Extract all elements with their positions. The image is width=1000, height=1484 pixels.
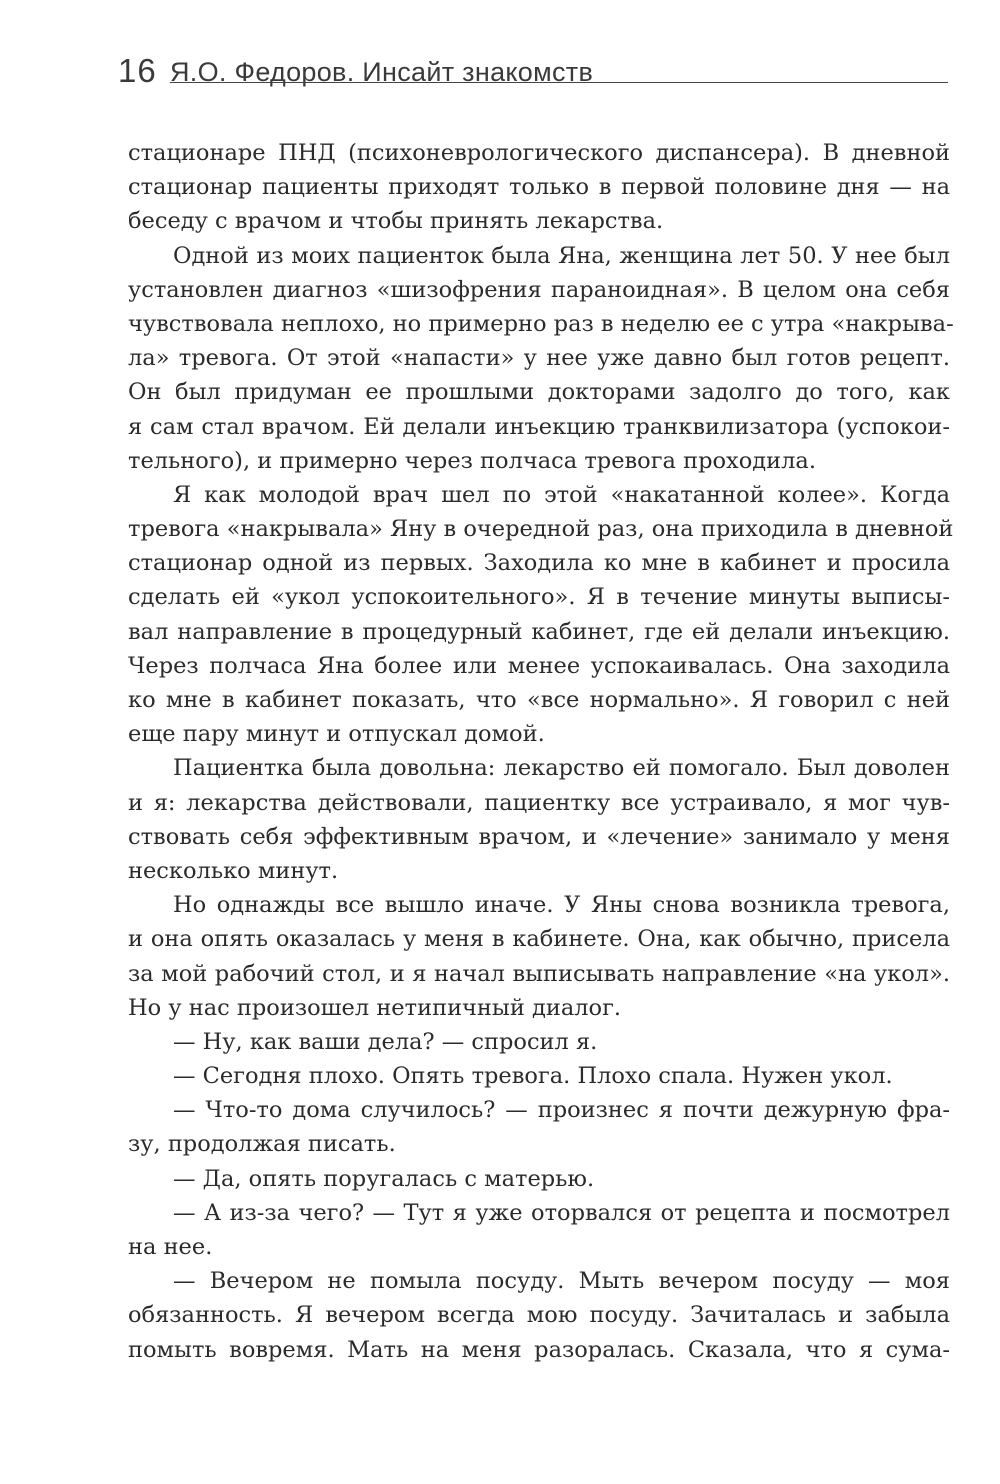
text-line: помыть вовремя. Мать на меня разоралась. Сказала, что я сума- <box>128 1336 950 1363</box>
dialogue-line: — Вечером не помыла посуду. Мыть вечером посуду — моя <box>173 1268 950 1295</box>
text-line: еще пару минут и отпускал домой. <box>128 721 545 748</box>
running-head-title: Я.О. Федоров. Инсайт знакомств <box>170 57 594 87</box>
text-line: стационар одной из первых. Заходила ко мне в кабинет и просила <box>128 550 950 577</box>
text-line: несколько минут. <box>128 857 339 884</box>
text-line: ла» тревога. От этой «напасти» у нее уже давно был готов рецепт. <box>128 345 950 372</box>
text-line: обязанность. Я вечером всегда мою посуду. Зачиталась и забыла <box>128 1302 950 1329</box>
text-line: тревога «накрывала» Яну в очередной раз, она приходила в дневной <box>128 516 954 543</box>
text-line: и я: лекарства действовали, пациентку все устраивало, я мог чув- <box>128 789 950 816</box>
text-line: Пациентка была довольна: лекарство ей помогало. Был доволен <box>173 755 950 782</box>
text-line: ко мне в кабинет показать, что «все нормально». Я говорил с ней <box>128 687 950 713</box>
dialogue-line: — Что-то дома случилось? — произнес я почти дежурную фра- <box>173 1097 950 1124</box>
text-line: Но у нас произошел нетипичный диалог. <box>128 994 622 1021</box>
dialogue-line: — Да, опять поругалась с матерью. <box>173 1165 595 1192</box>
text-line: вал направление в процедурный кабинет, где ей делали инъекцию. <box>128 618 950 645</box>
text-line: ствовать себя эффективным врачом, и «лечение» занимало у меня <box>128 823 950 850</box>
text-line: Одной из моих пациенток была Яна, женщина лет 50. У нее был <box>173 242 950 269</box>
text-line: на нее. <box>128 1234 213 1260</box>
text-line: я сам стал врачом. Ей делали инъекцию транквилизатора (успокои- <box>128 413 950 440</box>
text-line: Он был придуман ее прошлыми докторами задолго до того, как <box>128 379 950 406</box>
body-text <box>128 136 954 1367</box>
text-line: Я как молодой врач шел по этой «накатанной колее». Когда <box>173 481 950 508</box>
dialogue-line: — А из-за чего? — Тут я уже оторвался от рецепта и посмотрел <box>173 1199 950 1226</box>
text-line: тельного), и примерно через полчаса тревога проходила. <box>128 447 816 474</box>
text-line: чувствовала неплохо, но примерно раз в неделю ее с утра «накрыва- <box>128 310 954 337</box>
running-head <box>118 52 948 92</box>
header-rule <box>170 82 948 83</box>
dialogue-line: — Ну, как ваши дела? — спросил я. <box>173 1028 598 1055</box>
text-line: зу, продолжая писать. <box>128 1131 396 1158</box>
text-line: Через полчаса Яна более или менее успокаивалась. Она заходила <box>128 652 950 679</box>
text-line: сделать ей «укол успокоительного». Я в течение минуты выписы- <box>128 584 950 611</box>
text-line: беседу с врачом и чтобы принять лекарства. <box>128 208 664 235</box>
text-line: и она опять оказалась у меня в кабинете. Она, как обычно, присела <box>128 926 950 953</box>
text-line: Но однажды все вышло иначе. У Яны снова возникла тревога, <box>173 892 950 919</box>
text-line: стационар пациенты приходят только в первой половине дня — на <box>128 174 950 201</box>
page-number: 16 <box>118 52 157 89</box>
text-line: за мой рабочий стол, и я начал выписывать направление «на укол». <box>128 960 950 987</box>
text-line: установлен диагноз «шизофрения параноидная». В целом она себя <box>128 276 950 303</box>
text-line: стационаре ПНД (психоневрологического диспансера). В дневной <box>128 140 950 166</box>
dialogue-line: — Сегодня плохо. Опять тревога. Плохо спала. Нужен укол. <box>173 1063 893 1090</box>
